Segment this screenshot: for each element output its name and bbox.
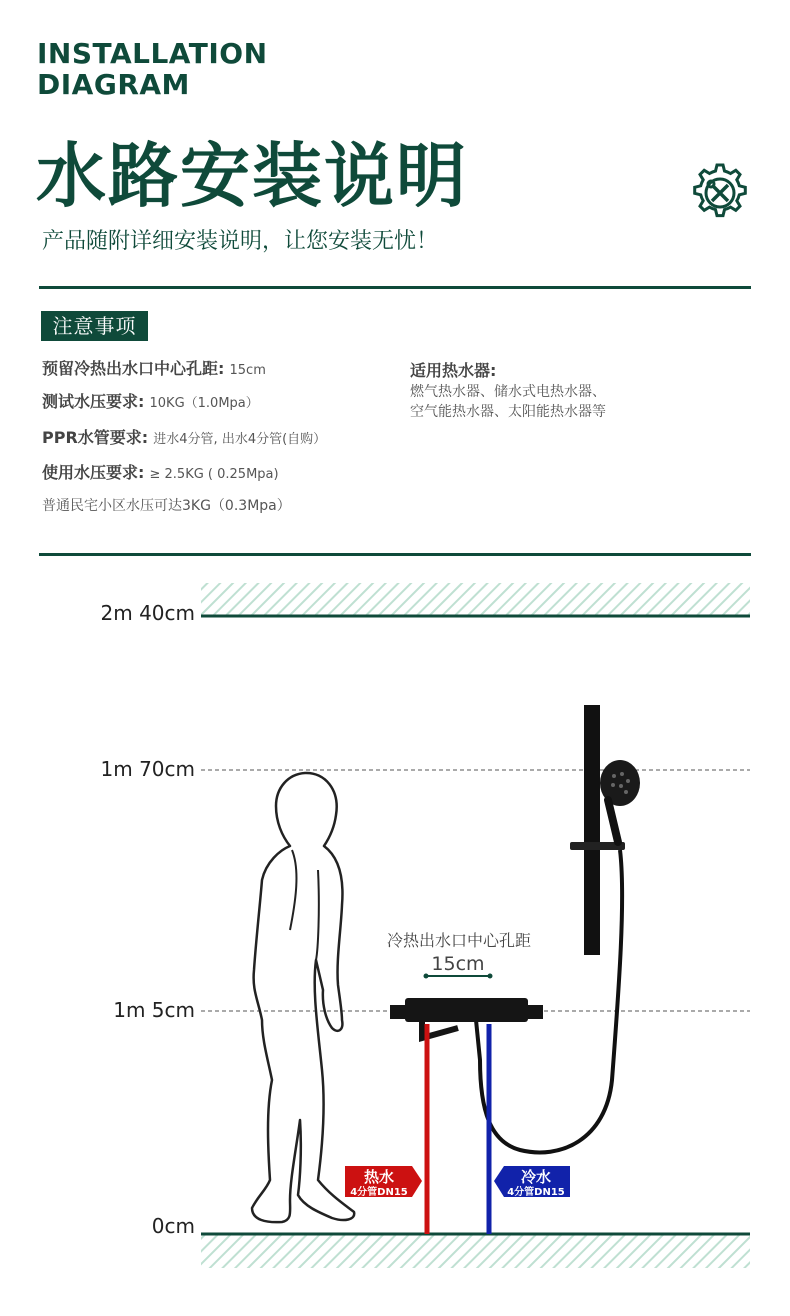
floor-hatch xyxy=(201,1234,750,1268)
requirement-item xyxy=(42,462,279,486)
mixer-valve xyxy=(405,998,528,1022)
divider-bottom xyxy=(39,553,751,556)
heater-line: 燃气热水器、储水式电热水器、 xyxy=(410,384,606,400)
hot-water-spec: 4分管DN15 xyxy=(350,1187,408,1198)
shower-handle xyxy=(608,800,618,842)
requirement-label: 测试水压要求: xyxy=(42,392,145,411)
installation-diagram xyxy=(0,560,790,1300)
page-title: 水路安装说明 xyxy=(36,135,468,217)
requirement-label: 预留冷热出水口中心孔距: xyxy=(42,359,225,378)
requirement-item xyxy=(42,358,266,382)
ceiling-hatch xyxy=(201,583,750,616)
person-inner-lines xyxy=(290,850,319,960)
person-outline xyxy=(252,773,354,1222)
title-english-line2: DIAGRAM xyxy=(37,68,190,101)
requirement-value: 10KG（1.0Mpa） xyxy=(149,396,259,411)
slide-bar xyxy=(584,705,600,955)
page-subtitle: 产品随附详细安装说明，让您安装无忧！ xyxy=(42,229,439,254)
heater-line: 空气能热水器、太阳能热水器等 xyxy=(410,404,606,420)
requirement-value: 15cm xyxy=(229,363,266,378)
cold-water-label: 冷水 xyxy=(520,1168,552,1186)
requirement-item xyxy=(42,427,326,451)
requirement-label: 使用水压要求: xyxy=(42,463,145,482)
requirement-value: ≥ 2.5KG ( 0.25Mpa) xyxy=(149,467,279,482)
requirement-label: PPR水管要求: xyxy=(42,428,149,447)
water-pressure-note: 普通民宅小区水压可达3KG（0.3Mpa） xyxy=(42,498,291,514)
requirement-value: 进水4分管, 出水4分管(自购） xyxy=(153,432,327,447)
spacing-label: 冷热出水口中心孔距 xyxy=(386,931,532,950)
divider-top xyxy=(39,286,751,289)
spacing-value: 15cm xyxy=(431,953,485,975)
heater-title: 适用热水器: xyxy=(410,361,497,380)
title-english-line1: INSTALLATION xyxy=(37,37,268,70)
valve-knob-left xyxy=(390,1005,410,1019)
height-label-170: 1m 70cm xyxy=(100,757,195,781)
requirement-item xyxy=(42,391,259,415)
height-label-105: 1m 5cm xyxy=(113,998,195,1022)
hot-water-label: 热水 xyxy=(363,1168,395,1186)
cold-water-spec: 4分管DN15 xyxy=(507,1187,565,1198)
height-label-240: 2m 40cm xyxy=(100,601,195,625)
gear-wrench-icon xyxy=(688,161,752,225)
notice-badge: 注意事项 xyxy=(41,311,148,341)
title-english xyxy=(37,38,268,100)
height-label-0: 0cm xyxy=(151,1214,195,1238)
valve-knob-right xyxy=(523,1005,543,1019)
